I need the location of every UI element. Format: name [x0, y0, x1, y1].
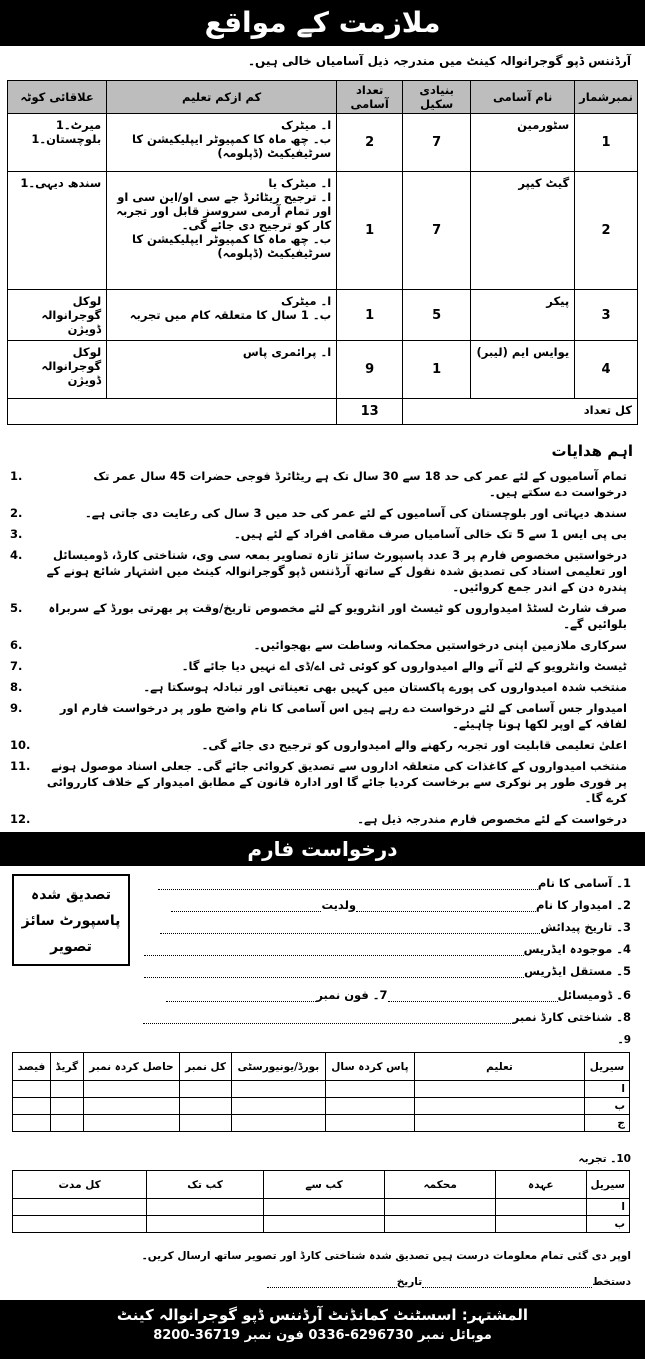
advertiser: المشتہر: اسسٹنٹ کمانڈنٹ آرڈننس ڈپو گوجرانوالہ کینٹ [116, 1306, 529, 1324]
job-cell-scale: 7 [403, 172, 471, 290]
exp-header: کب تک [147, 1171, 264, 1199]
edu-cell[interactable] [180, 1081, 232, 1098]
job-cell-count: 9 [337, 341, 403, 399]
instructions-list [10, 468, 635, 832]
field-dob[interactable]: 3۔ تاریخ پیدائش [160, 920, 631, 934]
edu-cell[interactable] [83, 1098, 180, 1115]
exp-cell[interactable] [13, 1199, 147, 1216]
edu-header: کل نمبر [180, 1053, 232, 1081]
col-header: نمبرشمار [575, 81, 638, 114]
field-9-label: 9۔ [617, 1034, 631, 1046]
signature-row: دستخط تاریخ [267, 1276, 631, 1288]
exp-row[interactable] [13, 1216, 630, 1233]
exp-cell[interactable] [496, 1216, 586, 1233]
edu-cell[interactable] [231, 1115, 325, 1132]
exp-row[interactable] [13, 1199, 630, 1216]
col-header: بنیادی سکیل [403, 81, 471, 114]
exp-cell[interactable] [147, 1216, 264, 1233]
job-cell-quota: سندھ دیہی۔1 [8, 172, 107, 290]
job-cell-scale: 1 [403, 341, 471, 399]
exp-cell[interactable] [13, 1216, 147, 1233]
edu-cell[interactable] [180, 1098, 232, 1115]
edu-cell[interactable] [415, 1098, 585, 1115]
exp-header: سیریل [586, 1171, 629, 1199]
edu-cell[interactable] [50, 1081, 83, 1098]
job-cell-no: 2 [575, 172, 638, 290]
edu-row[interactable] [13, 1098, 630, 1115]
edu-cell[interactable] [83, 1081, 180, 1098]
edu-serial[interactable]: ج [585, 1115, 630, 1132]
instruction-item: صرف شارٹ لسٹڈ امیدواروں کو ٹیسٹ اور انٹرویو کے لئے مخصوص تاریخ/وقت پر بھرتی بورڈ کے سربراہ بلوائیں گے۔ 5. [10, 601, 627, 631]
edu-header: پاس کردہ سال [325, 1053, 414, 1081]
job-cell-edu: ا۔ میٹرک یا ا۔ ترجیح ریٹائرڈ جے سی او/این سی او اور تمام آرمی سروسز قابل اور تجربہ کار کو ترجیح دی جائے گی۔ ب۔ چھ ماہ کا کمپیوٹر ایپلیکیشن کا سرٹیفیکیٹ (ڈپلومہ) [107, 172, 337, 290]
photo-box: تصدیق شدہ پاسپورٹ سائز تصویر [12, 874, 130, 966]
exp-cell[interactable] [263, 1216, 384, 1233]
exp-serial[interactable]: ا [586, 1199, 629, 1216]
job-cell-scale: 5 [403, 290, 471, 341]
instruction-item: بی پی ایس 1 سے 5 تک خالی آسامیاں صرف مقامی افراد کے لئے ہیں۔ 3. [10, 527, 627, 541]
field-permanent-address[interactable]: 5۔ مستقل ایڈریس [144, 964, 631, 978]
edu-cell[interactable] [231, 1081, 325, 1098]
instruction-item: سرکاری ملازمین اپنی درخواستیں محکمانہ وساطت سے بھجوائیں۔ 6. [10, 638, 627, 652]
job-cell-quota: میرٹ۔1 بلوچستان۔1 [8, 114, 107, 172]
edu-header: سیریل [585, 1053, 630, 1081]
field-candidate-name[interactable]: 2۔ امیدوار کا نام ولدیت [171, 898, 631, 912]
edu-cell[interactable] [50, 1115, 83, 1132]
edu-cell[interactable] [231, 1098, 325, 1115]
job-cell-count: 2 [337, 114, 403, 172]
col-header: کم ازکم تعلیم [107, 81, 337, 114]
experience-table [12, 1170, 630, 1233]
job-cell-quota: لوکل گوجرانوالہ ڈویژن [8, 290, 107, 341]
job-cell-edu: ا۔ میٹرک ب۔ 1 سال کا متعلقہ کام میں تجربہ [107, 290, 337, 341]
job-cell-no: 1 [575, 114, 638, 172]
edu-header: بورڈ/یونیورسٹی [231, 1053, 325, 1081]
exp-cell[interactable] [385, 1199, 496, 1216]
exp-header: محکمہ [385, 1171, 496, 1199]
ad-title: ملازمت کے مواقع [0, 0, 645, 46]
exp-header: عہدہ [496, 1171, 586, 1199]
edu-header: گریڈ [50, 1053, 83, 1081]
instruction-item: منتخب امیدواروں کے کاغذات کی متعلقہ اداروں سے تصدیق کروائی جائے گی۔ جعلی اسناد موصول ہونے پر فوری طور پر نوکری سے برخاست کردیا جائے گا اور ادارہ قانون کے مطابق امیدوار کے خلاف کارروائی کرے گا۔ 11. [10, 759, 627, 805]
job-cell-post: سٹورمین [471, 114, 575, 172]
field-cnic[interactable]: 8۔ شناختی کارڈ نمبر [143, 1010, 631, 1024]
exp-serial[interactable]: ب [586, 1216, 629, 1233]
edu-cell[interactable] [50, 1098, 83, 1115]
job-row [8, 114, 638, 172]
edu-cell[interactable] [325, 1098, 414, 1115]
intro-text: آرڈننس ڈپو گوجرانوالہ کینٹ میں مندرجہ ذیل آسامیاں خالی ہیں۔ [248, 54, 631, 68]
job-row [8, 341, 638, 399]
instruction-item: اعلیٰ تعلیمی قابلیت اور تجربہ رکھنے والے امیدواروں کو ترجیح دی جائے گی۔ 10. [10, 738, 627, 752]
job-row [8, 290, 638, 341]
instruction-item: درخواستیں مخصوص فارم پر 3 عدد پاسپورٹ سائز تازہ تصاویر بمعہ سی وی، شناختی کارڈ، ڈومیسائل اور تعلیمی اسناد کی تصدیق شدہ نقول کے ساتھ آرڈننس ڈپو گوجرانوالہ کینٹ میں اشتہار شائع ہونے کے پندرہ دن کے اندر جمع کروائیں۔ 4. [10, 548, 627, 594]
job-cell-quota: لوکل گوجرانوالہ ڈویژن [8, 341, 107, 399]
col-header: تعداد آسامی [337, 81, 403, 114]
exp-cell[interactable] [385, 1216, 496, 1233]
exp-header: کب سے [263, 1171, 384, 1199]
edu-cell[interactable] [415, 1115, 585, 1132]
job-cell-edu: ا۔ پرائمری پاس [107, 341, 337, 399]
instruction-item: تمام آسامیوں کے لئے عمر کی حد 18 سے 30 سال تک ہے ریٹائرڈ فوجی حضرات 45 سال عمر تک درخواست دے سکتے ہیں۔ 1. [10, 469, 627, 499]
exp-header: کل مدت [13, 1171, 147, 1199]
exp-cell[interactable] [147, 1199, 264, 1216]
job-cell-post: گیٹ کیپر [471, 172, 575, 290]
col-header: علاقائی کوٹہ [8, 81, 107, 114]
instruction-item: منتخب شدہ امیدواروں کی پورے پاکستان میں کہیں بھی تعیناتی اور تبادلہ ہوسکتا ہے۔ 8. [10, 680, 627, 694]
instruction-item: ٹیسٹ وانٹرویو کے لئے آنے والے امیدواروں کو کوئی ٹی اے/ڈی اے نہیں دیا جائے گا۔ 7. [10, 659, 627, 673]
edu-cell[interactable] [415, 1081, 585, 1098]
jobs-table [7, 80, 638, 425]
total-count: 13 [337, 399, 403, 425]
edu-serial[interactable]: ا [585, 1081, 630, 1098]
instruction-item: سندھ دیہاتی اور بلوچستان کی آسامیوں کے لئے عمر کی حد میں 3 سال کی رعایت دی جاتی ہے۔ 2. [10, 506, 627, 520]
edu-row[interactable] [13, 1081, 630, 1098]
declaration-text: اوپر دی گئی تمام معلومات درست ہیں تصدیق شدہ شناختی کارڈ اور تصویر ساتھ ارسال کریں۔ [141, 1250, 631, 1262]
instruction-item: درخواست کے لئے مخصوص فارم مندرجہ ذیل ہے۔ 12. [10, 812, 627, 826]
total-label: کل تعداد [403, 399, 638, 425]
edu-cell[interactable] [13, 1098, 51, 1115]
education-table [12, 1052, 630, 1132]
edu-row[interactable] [13, 1115, 630, 1132]
field-10-label: 10۔ تجربہ [578, 1153, 631, 1165]
edu-header: فیصد [13, 1053, 51, 1081]
field-post-name[interactable]: 1۔ آسامی کا نام [158, 876, 631, 890]
field-current-address[interactable]: 4۔ موجودہ ایڈریس [144, 942, 631, 956]
job-cell-no: 4 [575, 341, 638, 399]
job-cell-post: یوایس ایم (لیبر) [471, 341, 575, 399]
exp-cell[interactable] [496, 1199, 586, 1216]
footer [0, 1300, 645, 1359]
edu-header: حاصل کردہ نمبر [83, 1053, 180, 1081]
job-cell-count: 1 [337, 172, 403, 290]
edu-cell[interactable] [83, 1115, 180, 1132]
edu-serial[interactable]: ب [585, 1098, 630, 1115]
job-cell-scale: 7 [403, 114, 471, 172]
edu-header: تعلیم [415, 1053, 585, 1081]
edu-cell[interactable] [13, 1081, 51, 1098]
edu-cell[interactable] [325, 1115, 414, 1132]
edu-cell[interactable] [13, 1115, 51, 1132]
edu-cell[interactable] [180, 1115, 232, 1132]
job-cell-count: 1 [337, 290, 403, 341]
job-cell-no: 3 [575, 290, 638, 341]
col-header: نام آسامی [471, 81, 575, 114]
instructions-heading: اہم ھدایات [551, 442, 633, 460]
field-domicile-phone[interactable]: 6۔ ڈومیسائل 7۔ فون نمبر [166, 988, 631, 1002]
instruction-item: امیدوار جس آسامی کے لئے درخواست دے رہے ہیں اس آسامی کا نام واضح طور پر درخواست فارم اور لفافہ کے اوپر لکھا ہونا چاہیئے۔ 9. [10, 701, 627, 731]
job-cell-edu: ا۔ میٹرک ب۔ چھ ماہ کا کمپیوٹر ایپلیکیشن کا سرٹیفیکیٹ (ڈپلومہ) [107, 114, 337, 172]
contact-line: موبائل نمبر 0336-6296730 فون نمبر 8200-36719 [153, 1328, 492, 1343]
job-row [8, 172, 638, 290]
job-cell-post: پیکر [471, 290, 575, 341]
form-title: درخواست فارم [0, 832, 645, 866]
exp-cell[interactable] [263, 1199, 384, 1216]
edu-cell[interactable] [325, 1081, 414, 1098]
